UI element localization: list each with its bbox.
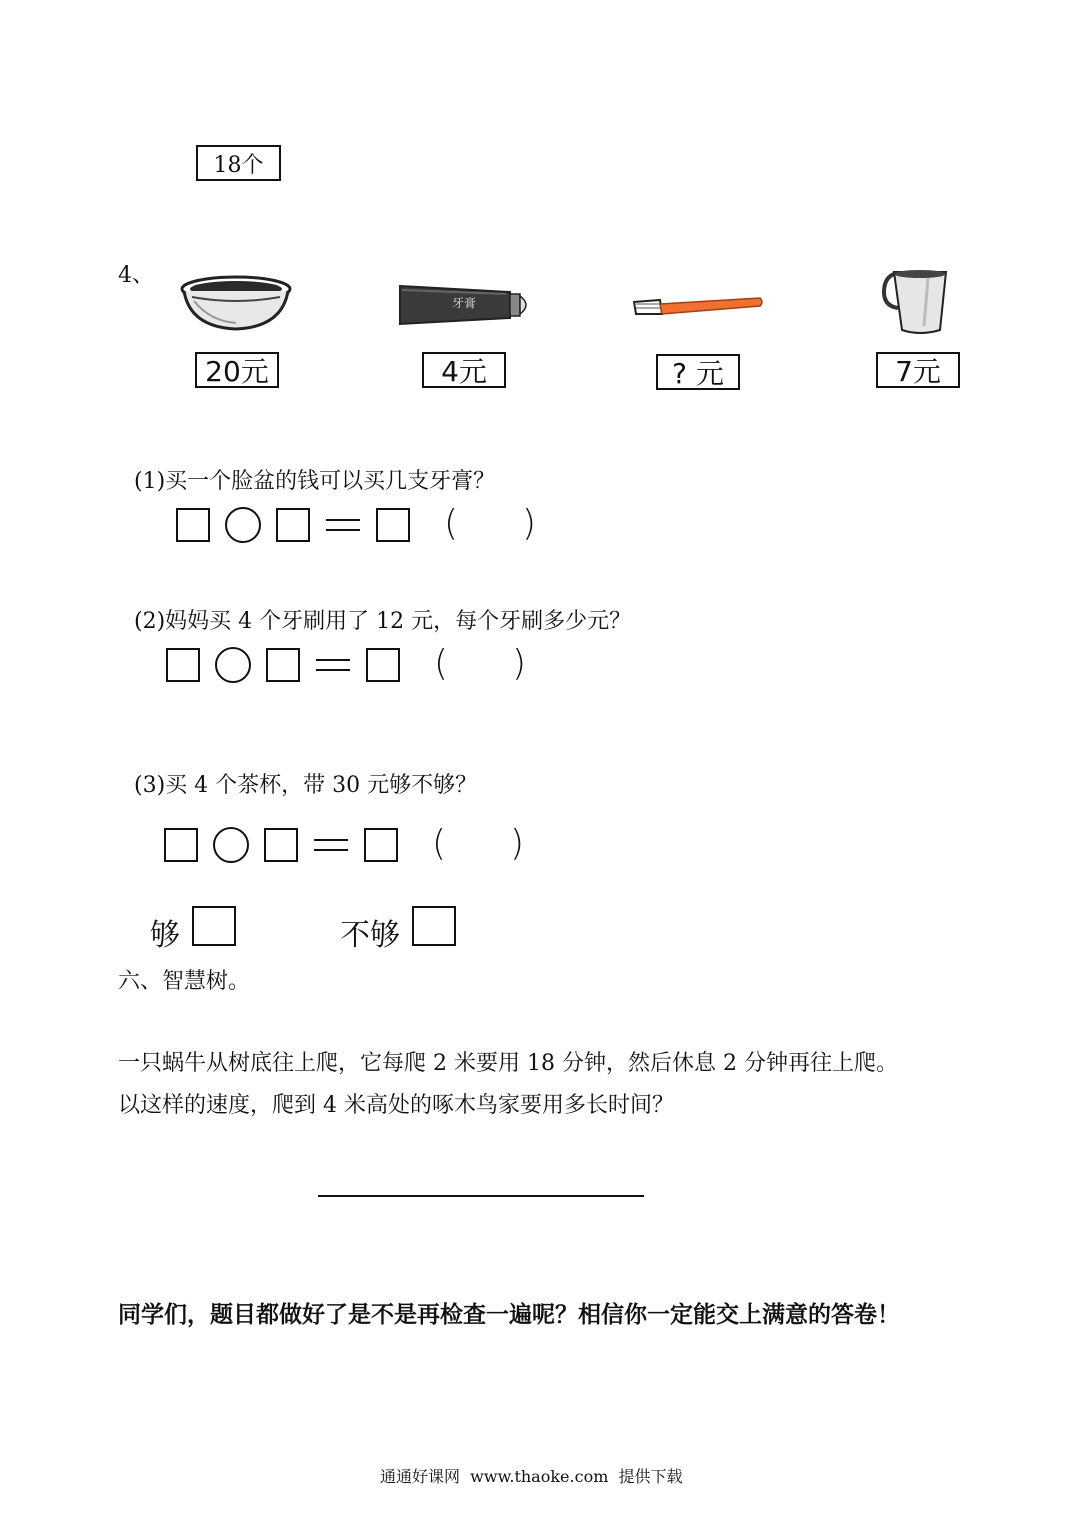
enough-checkbox[interactable]	[192, 906, 236, 946]
equals-sign	[316, 659, 350, 671]
answer-box-18	[196, 145, 281, 181]
paren-close: )	[522, 503, 537, 544]
sub-question-1: (1)买一个脸盆的钱可以买几支牙膏？	[134, 469, 496, 494]
equals-sign	[314, 839, 348, 851]
blank-box[interactable]	[276, 508, 310, 542]
price-box-toothpaste	[422, 352, 506, 388]
paren-open: (	[434, 643, 449, 684]
blank-box[interactable]	[264, 828, 298, 862]
blank-box[interactable]	[176, 508, 210, 542]
question-4-number: 4、	[118, 263, 154, 288]
toothbrush-image	[632, 294, 764, 324]
sub-question-2: (2)妈妈买 4 个牙刷用了 12 元，每个牙刷多少元？	[134, 609, 632, 634]
blank-box[interactable]	[166, 648, 200, 682]
result-box[interactable]	[366, 648, 400, 682]
paren-close: )	[512, 643, 527, 684]
answer-box-text: 18个	[213, 152, 264, 178]
section-6-title: 六、智慧树。	[118, 969, 251, 994]
not-enough-checkbox[interactable]	[412, 906, 456, 946]
blank-box[interactable]	[266, 648, 300, 682]
paren-close: )	[510, 823, 525, 864]
price-toothpaste-text: 4元	[441, 355, 487, 388]
operator-circle[interactable]	[213, 827, 249, 863]
operator-circle[interactable]	[225, 507, 261, 543]
paren-open: (	[444, 503, 459, 544]
result-box[interactable]	[364, 828, 398, 862]
result-box[interactable]	[376, 508, 410, 542]
not-enough-label: 不够	[340, 918, 400, 953]
price-toothbrush-text: ? 元	[672, 357, 724, 390]
operator-circle[interactable]	[215, 647, 251, 683]
enough-label: 够	[150, 918, 180, 953]
blank-box[interactable]	[164, 828, 198, 862]
price-box-toothbrush	[656, 354, 740, 390]
price-cup-text: 7元	[895, 355, 941, 388]
footer-text: 通通好课网 www.thaoke.com 提供下载	[380, 1467, 683, 1486]
sub-question-3: (3)买 4 个茶杯，带 30 元够不够？	[134, 773, 478, 798]
answer-line[interactable]	[318, 1195, 644, 1197]
basin-image	[180, 275, 292, 337]
paren-open: (	[432, 823, 447, 864]
price-box-basin	[195, 352, 279, 388]
price-box-cup	[876, 352, 960, 388]
toothpaste-tube-label: 牙膏	[452, 296, 477, 310]
equals-sign	[326, 519, 360, 531]
closing-note: 同学们，题目都做好了是不是再检查一遍呢？相信你一定能交上满意的答卷！	[118, 1302, 900, 1328]
problem-line-2: 以这样的速度，爬到 4 米高处的啄木鸟家要用多长时间？	[118, 1093, 674, 1118]
price-basin-text: 20元	[205, 355, 269, 388]
problem-line-1: 一只蜗牛从树底往上爬，它每爬 2 米要用 18 分钟，然后休息 2 分钟再往上爬。	[118, 1051, 898, 1076]
cup-image	[878, 268, 950, 340]
